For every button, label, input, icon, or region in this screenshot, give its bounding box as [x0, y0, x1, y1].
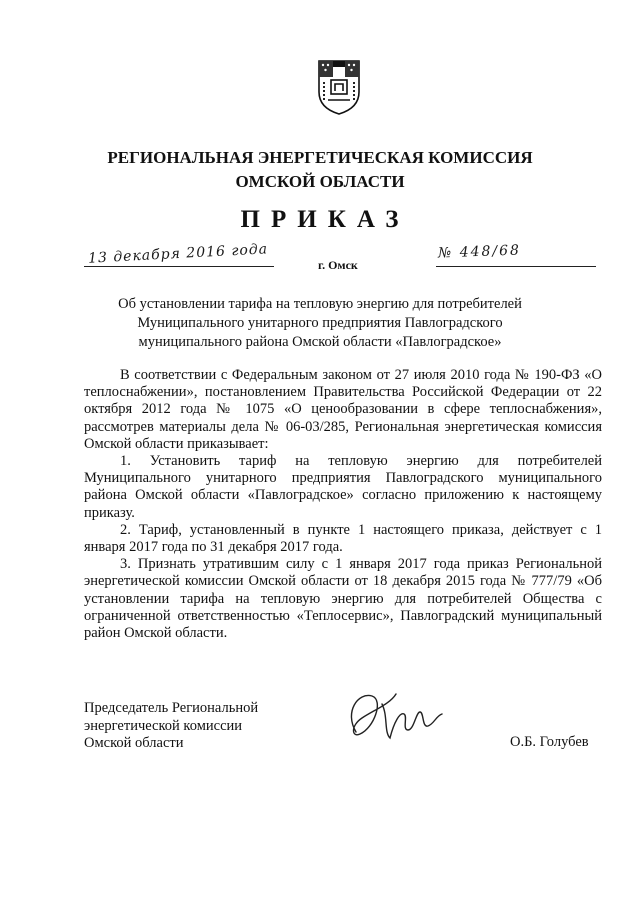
preamble-paragraph: В соответствии с Федеральным законом от 27 июля 2010 года № 190-ФЗ «О теплоснабжении», постановлением Правительства Российской Федерации от 22 октября 2012 года № 1075 «О ценообразовании в сфере теплоснабжения», рассмотрев материалы дела № 06-03/285, Региональная энергетическая комиссия Омской области приказывает: — [84, 367, 602, 452]
subject-line: Муниципального унитарного предприятия Павлоградского — [137, 315, 503, 331]
subject-line: муниципального района Омской области «Павлоградское» — [138, 334, 502, 350]
signatory-title-line: энергетической комиссии — [84, 717, 243, 734]
city-label: г. Омск — [318, 258, 358, 272]
date-underline — [84, 266, 274, 267]
organization-name-line2: ОМСКОЙ ОБЛАСТИ — [235, 172, 405, 191]
number-handwritten: № 448/68 — [437, 242, 522, 262]
coat-of-arms-icon — [316, 58, 362, 116]
date-handwritten: 13 декабря 2016 года — [87, 241, 269, 267]
document-subject — [90, 295, 550, 352]
subject-line: Об установлении тарифа на тепловую энергию для потребителей — [118, 296, 522, 312]
document-type-title: ПРИКАЗ — [240, 206, 410, 233]
signatory-title — [84, 700, 258, 753]
order-item-1: 1. Установить тариф на тепловую энергию для потребителей Муниципального унитарного предприятия Павлоградского муниципального района Омской области «Павлоградское» согласно приложению к настоящему приказу. — [84, 453, 602, 521]
signatory-title-line: Председатель Региональной — [84, 700, 259, 716]
document-body — [84, 367, 602, 642]
signatory-name: О.Б. Голубев — [510, 734, 589, 750]
handwritten-signature — [338, 682, 448, 752]
signatory-title-line: Омской области — [84, 735, 184, 751]
order-item-2: 2. Тариф, установленный в пункте 1 настоящего приказа, действует с 1 января 2017 года по 31 декабря 2017 года. — [84, 521, 602, 556]
organization-name-line1: РЕГИОНАЛЬНАЯ ЭНЕРГЕТИЧЕСКАЯ КОМИССИЯ — [107, 148, 533, 167]
order-item-3: 3. Признать утратившим силу с 1 января 2017 года приказ Региональной энергетической комиссии Омской области от 18 декабря 2015 года № 777/79 «Об установлении тарифа на тепловую энергию для потребителей Общества с ограниченной ответственностью «Теплосервис», Павлоградский муниципальный район Омской области. — [84, 556, 602, 642]
number-underline — [436, 266, 596, 267]
